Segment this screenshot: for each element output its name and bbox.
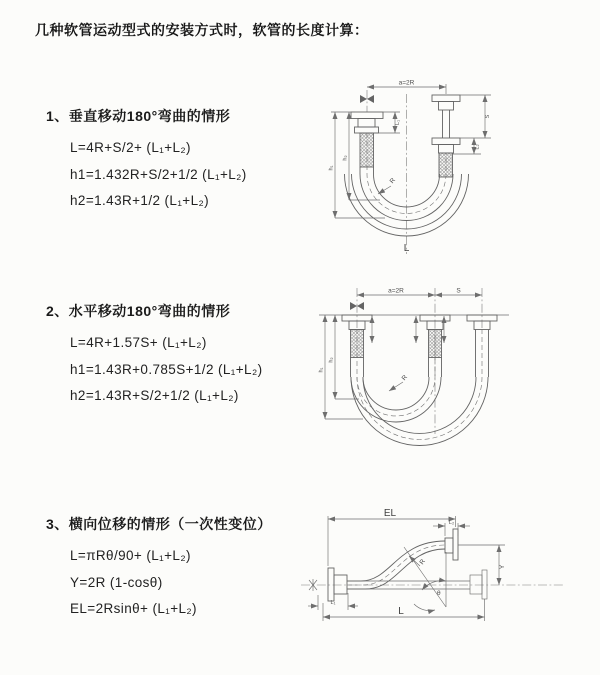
- phantom-straight-hose: [347, 570, 487, 599]
- dim-label-l-overall: L: [403, 243, 410, 254]
- right-hose-connector: [432, 95, 460, 177]
- dimension-s-l2: [453, 95, 491, 154]
- section-3-formulas: [70, 543, 272, 623]
- dimension-l2: [433, 520, 470, 536]
- section-2-heading: 2、水平移动180°弯曲的情形: [46, 303, 231, 319]
- section-vertical-movement: [46, 106, 247, 215]
- dim-label-h1: h₁: [318, 367, 325, 373]
- centerline-mark: [309, 579, 317, 591]
- formula-line: h2=1.43R+1/2 (L₁+L₂): [70, 193, 210, 208]
- drawing-vertical-180-bend: [325, 70, 595, 260]
- dimension-l1: [308, 593, 358, 610]
- section-lateral-displacement: [46, 514, 272, 623]
- dimension-a2r: [367, 80, 446, 95]
- dim-label-l: L: [398, 606, 404, 617]
- page-title: 几种软管运动型式的安装方式时，软管的长度计算：: [35, 22, 369, 38]
- angle-theta-construction: [404, 547, 446, 611]
- formula-line: h1=1.432R+S/2+1/2 (L₁+L₂): [70, 166, 247, 182]
- drawing-horizontal-180-bend: [313, 282, 598, 447]
- dim-label-r: R: [400, 373, 410, 383]
- dimension-h1-h2: [329, 112, 386, 218]
- drawing-lateral-displacement: [295, 500, 595, 655]
- hose-u-bends: [351, 329, 488, 446]
- section-3-heading: 3、横向位移的情形（一次性变位）: [46, 516, 272, 532]
- formula-line: L=4R+S/2+ (L₁+L₂): [70, 140, 191, 155]
- dim-label-h2: h₂: [342, 155, 349, 161]
- section-horizontal-movement: [46, 301, 262, 410]
- dim-label-a2r: a=2R: [388, 287, 404, 295]
- dimension-l1: [374, 112, 402, 133]
- dim-label-a2r: a=2R: [398, 79, 415, 87]
- displaced-flange: [445, 529, 458, 560]
- dimension-a2r-s: [357, 288, 482, 296]
- dim-label-y: Y: [499, 564, 506, 570]
- dim-label-s: S: [485, 114, 491, 119]
- formula-line: Y=2R (1-cosθ): [70, 574, 163, 590]
- radius-leader: [378, 177, 397, 194]
- formula-line: L=πRθ/90+ (L₁+L₂): [70, 548, 191, 563]
- left-flange: [328, 568, 347, 601]
- radius-leader: [389, 374, 409, 391]
- formula-line: EL=2Rsinθ+ (L₁+L₂): [70, 601, 197, 616]
- dimension-el: [328, 508, 456, 566]
- dim-label-l2: L₂: [474, 144, 481, 150]
- dim-label-r: R: [388, 176, 398, 186]
- dim-label-l1: L₁: [330, 600, 336, 606]
- dim-label-r: R: [418, 558, 427, 567]
- dimension-l-overall: [323, 599, 485, 621]
- dim-label-theta: θ: [437, 590, 441, 597]
- formula-line: L=4R+1.57S+ (L₁+L₂): [70, 335, 207, 350]
- section-1-formulas: [70, 135, 247, 215]
- centerlines: [367, 90, 407, 254]
- formula-line: h2=1.43R+S/2+1/2 (L₁+L₂): [70, 388, 239, 403]
- formula-line: h1=1.43R+0.785S+1/2 (L₁+L₂): [70, 361, 263, 377]
- dim-label-el: EL: [383, 508, 397, 519]
- dim-label-s: S: [456, 287, 461, 295]
- hose-s-curve: [347, 541, 445, 589]
- section-1-heading: 1、垂直移动180°弯曲的情形: [46, 108, 231, 124]
- dim-label-h2: h₂: [328, 357, 335, 363]
- section-2-formulas: [70, 330, 262, 410]
- dim-label-h1: h₁: [328, 165, 335, 171]
- dim-label-l1: L₁: [395, 120, 401, 125]
- dim-label-l2: L₂: [448, 520, 455, 526]
